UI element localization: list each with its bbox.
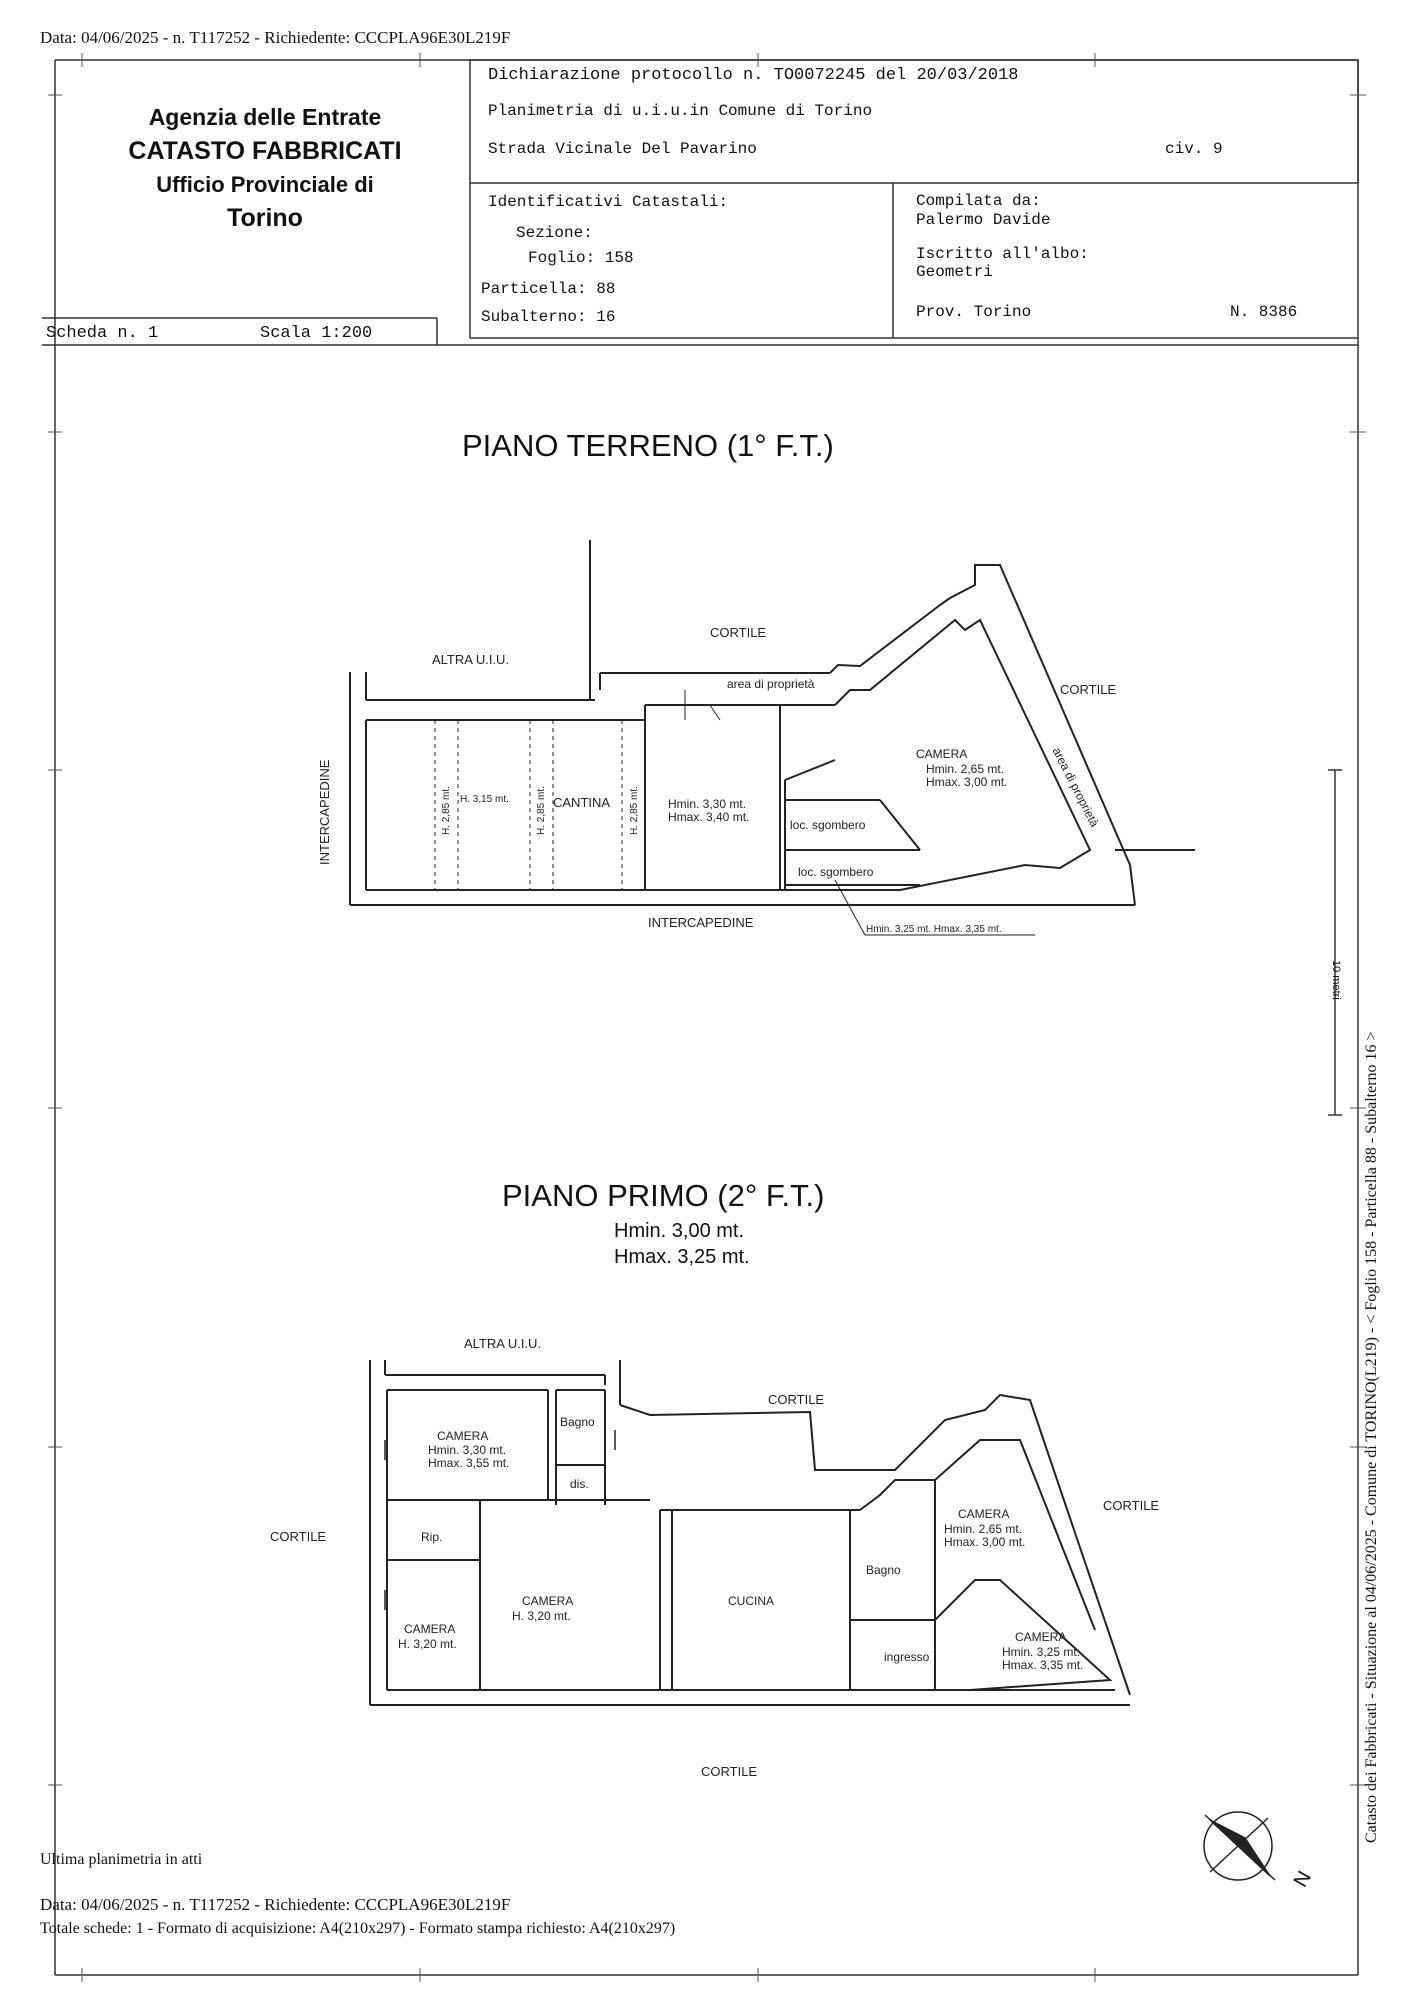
civ-line: civ. 9 xyxy=(1165,140,1223,158)
gf-loc-sgombero-1: loc. sgombero xyxy=(790,818,866,832)
ground-floor-title: PIANO TERRENO (1° F.T.) xyxy=(462,428,834,463)
ff-cortile-bottom: CORTILE xyxy=(701,1764,758,1779)
protocol-line: Dichiarazione protocollo n. TO0072245 del 20/03/2018 xyxy=(488,66,1019,85)
gf-h285-c: H. 2,85 mt. xyxy=(629,786,640,835)
gf-h315: H. 3,15 mt. xyxy=(460,794,509,805)
gf-camera-hmin: Hmin. 2,65 mt. xyxy=(926,762,1005,776)
scala-label: Scala 1:200 xyxy=(260,324,373,343)
sezione-line: Sezione: xyxy=(516,224,593,242)
gf-camera-hmax: Hmax. 3,00 mt. xyxy=(926,775,1008,789)
compilata-label: Compilata da: xyxy=(916,192,1041,210)
ff-camera4: CAMERA xyxy=(958,1507,1010,1521)
gf-cantina: CANTINA xyxy=(553,795,611,810)
gf-area-proprieta-diag: area di proprietà xyxy=(1049,745,1102,830)
gf-loc-heights: Hmin. 3,25 mt. Hmax. 3,35 mt. xyxy=(866,924,1002,935)
planimetria-line: Planimetria di u.i.u.in Comune di Torino xyxy=(488,102,873,120)
gf-camera: CAMERA xyxy=(916,747,968,761)
numero-value: N. 8386 xyxy=(1230,303,1298,321)
ff-camera5: CAMERA xyxy=(1015,1630,1067,1644)
iscritto-label: Iscritto all'albo: xyxy=(916,245,1089,263)
ff-camera2-h: H. 3,20 mt. xyxy=(398,1637,457,1651)
foglio-line: Foglio: 158 xyxy=(528,249,634,267)
gf-cortile-right: CORTILE xyxy=(1060,682,1117,697)
ufficio-provinciale: Ufficio Provinciale di xyxy=(156,172,374,197)
gf-room-hmax: Hmax. 3,40 mt. xyxy=(668,810,750,824)
gf-h285-a: H. 2,85 mt. xyxy=(441,786,452,835)
compilata-name: Palermo Davide xyxy=(916,211,1051,229)
ff-camera4-hmax: Hmax. 3,00 mt. xyxy=(944,1535,1026,1549)
ff-cortile-top: CORTILE xyxy=(768,1392,825,1407)
gf-area-proprieta: area di proprietà xyxy=(727,677,815,691)
agency-name: Agenzia delle Entrate xyxy=(148,104,382,130)
ff-ingresso: ingresso xyxy=(884,1650,930,1664)
footer-ultima: Ultima planimetria in atti xyxy=(40,1851,203,1868)
ff-cucina: CUCINA xyxy=(728,1594,775,1608)
footer-data: Data: 04/06/2025 - n. T117252 - Richiedente: CCCPLA96E30L219F xyxy=(40,1895,511,1914)
ff-camera3: CAMERA xyxy=(522,1594,574,1608)
gf-loc-sgombero-2: loc. sgombero xyxy=(798,865,874,879)
ff-camera2: CAMERA xyxy=(404,1622,456,1636)
gf-h285-b: H. 2,85 mt. xyxy=(536,786,547,835)
prov-value: Prov. Torino xyxy=(916,303,1032,321)
ff-camera5-hmax: Hmax. 3,35 mt. xyxy=(1002,1658,1084,1672)
gf-altra-uiu: ALTRA U.I.U. xyxy=(432,652,510,667)
ff-hmax: Hmax. 3,25 mt. xyxy=(614,1246,750,1268)
address-line: Strada Vicinale Del Pavarino xyxy=(488,140,757,158)
ff-bagno1: Bagno xyxy=(560,1415,595,1429)
ff-camera1-hmax: Hmax. 3,55 mt. xyxy=(428,1456,510,1470)
ff-cortile-left: CORTILE xyxy=(270,1529,327,1544)
identificativi-title: Identificativi Catastali: xyxy=(488,193,729,211)
ufficio-city: Torino xyxy=(227,204,303,232)
ff-cortile-right: CORTILE xyxy=(1103,1498,1160,1513)
top-stamp: Data: 04/06/2025 - n. T117252 - Richiedente: CCCPLA96E30L219F xyxy=(40,28,511,47)
gf-cortile-top: CORTILE xyxy=(710,625,767,640)
subalterno-line: Subalterno: 16 xyxy=(481,308,616,326)
ff-camera1-hmin: Hmin. 3,30 mt. xyxy=(428,1443,507,1457)
ff-camera1: CAMERA xyxy=(437,1429,489,1443)
albo-value: Geometri xyxy=(916,263,993,281)
gf-room-hmin: Hmin. 3,30 mt. xyxy=(668,797,747,811)
scale-note: 10 metri xyxy=(1330,960,1342,1000)
gf-intercapedine-left: INTERCAPEDINE xyxy=(317,759,332,865)
ff-bagno2: Bagno xyxy=(866,1563,901,1577)
first-floor-title: PIANO PRIMO (2° F.T.) xyxy=(502,1178,825,1213)
catasto-fabbricati: CATASTO FABBRICATI xyxy=(128,137,402,165)
footer-totale: Totale schede: 1 - Formato di acquisizione: A4(210x297) - Formato stampa richiesto: A4(210x297) xyxy=(40,1920,676,1937)
ff-dis: dis. xyxy=(570,1477,589,1491)
ff-camera3-h: H. 3,20 mt. xyxy=(512,1609,571,1623)
ff-rip: Rip. xyxy=(421,1530,443,1544)
ff-altra-uiu: ALTRA U.I.U. xyxy=(464,1336,542,1351)
gf-intercapedine-bottom: INTERCAPEDINE xyxy=(648,915,754,930)
ff-hmin: Hmin. 3,00 mt. xyxy=(614,1220,745,1242)
ff-camera4-hmin: Hmin. 2,65 mt. xyxy=(944,1522,1023,1536)
north-label: N xyxy=(1289,1867,1316,1892)
particella-line: Particella: 88 xyxy=(481,280,616,298)
scheda-label: Scheda n. 1 xyxy=(46,324,159,343)
side-situazione-text: Catasto dei Fabbricati - Situazione al 04/06/2025 - Comune di TORINO(L219) - < Foglio 158 - Particella 88 - Subalterno 16 > xyxy=(1363,1031,1380,1843)
ff-camera5-hmin: Hmin. 3,25 mt. xyxy=(1002,1645,1081,1659)
